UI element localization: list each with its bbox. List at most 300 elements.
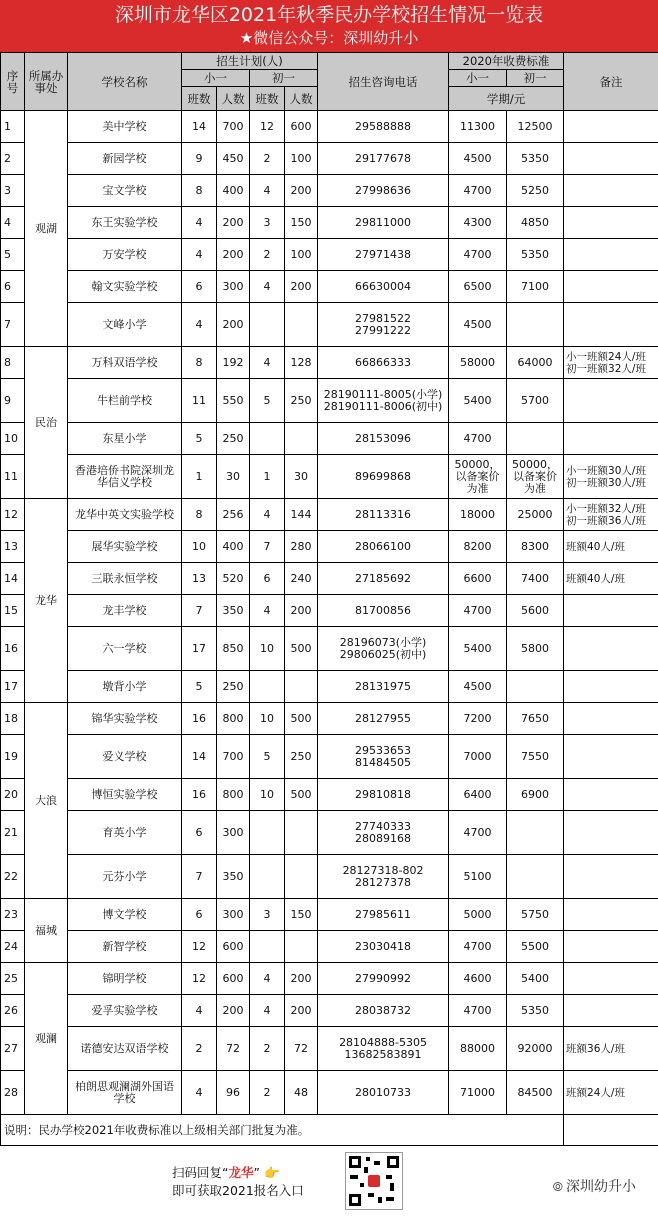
district-name: 福城 (25, 899, 68, 963)
table-row (1, 239, 658, 271)
row-number: 2 (1, 143, 25, 175)
primary-students: 200 (217, 239, 250, 271)
table-body (1, 111, 658, 1115)
phone: 29177678 (318, 143, 449, 175)
junior-students: 280 (285, 531, 318, 563)
fee-junior: 12500 (507, 111, 564, 143)
row-number: 5 (1, 239, 25, 271)
primary-classes: 6 (182, 899, 217, 931)
primary-classes: 4 (182, 303, 217, 347)
primary-classes: 4 (182, 239, 217, 271)
junior-classes (250, 303, 285, 347)
primary-classes: 5 (182, 671, 217, 703)
primary-classes: 11 (182, 379, 217, 423)
junior-students: 250 (285, 379, 318, 423)
school-name: 锦华实验学校 (68, 703, 182, 735)
footnote: 说明：民办学校2021年收费标准以上级相关部门批复为准。 (1, 1115, 564, 1146)
table-row (1, 175, 658, 207)
note (564, 627, 658, 671)
school-name: 爱孚实验学校 (68, 995, 182, 1027)
junior-students: 128 (285, 347, 318, 379)
fee-primary: 4700 (449, 995, 507, 1027)
phone: 28127318-802 28127378 (318, 855, 449, 899)
junior-classes: 5 (250, 735, 285, 779)
junior-classes (250, 931, 285, 963)
primary-classes: 12 (182, 931, 217, 963)
junior-classes: 2 (250, 239, 285, 271)
junior-students: 200 (285, 271, 318, 303)
primary-students: 256 (217, 499, 250, 531)
note (564, 379, 658, 423)
fee-primary: 4700 (449, 239, 507, 271)
junior-classes: 2 (250, 143, 285, 175)
primary-classes: 17 (182, 627, 217, 671)
primary-classes: 7 (182, 595, 217, 627)
junior-students: 100 (285, 239, 318, 271)
school-name: 墩背小学 (68, 671, 182, 703)
primary-students: 200 (217, 995, 250, 1027)
note (564, 671, 658, 703)
primary-students: 250 (217, 671, 250, 703)
junior-students (285, 855, 318, 899)
fee-junior: 5350 (507, 995, 564, 1027)
phone: 28131975 (318, 671, 449, 703)
col-junior-classes: 班数 (250, 87, 285, 111)
fee-primary: 4300 (449, 207, 507, 239)
col-primary-classes: 班数 (182, 87, 217, 111)
junior-students (285, 671, 318, 703)
col-fee: 2020年收费标准 (449, 53, 564, 70)
table-row (1, 671, 658, 703)
junior-classes (250, 855, 285, 899)
col-fee-unit: 学期/元 (449, 87, 564, 111)
school-name: 育英小学 (68, 811, 182, 855)
fee-junior: 92000 (507, 1027, 564, 1071)
primary-students: 700 (217, 735, 250, 779)
table-header (1, 53, 658, 111)
row-number: 16 (1, 627, 25, 671)
junior-students: 240 (285, 563, 318, 595)
junior-students: 500 (285, 703, 318, 735)
junior-students: 200 (285, 595, 318, 627)
footnote-empty-cell (564, 1115, 658, 1146)
junior-students: 72 (285, 1027, 318, 1071)
junior-classes (250, 671, 285, 703)
primary-classes: 10 (182, 531, 217, 563)
note (564, 703, 658, 735)
district-name: 观澜 (25, 963, 68, 1115)
primary-students: 200 (217, 303, 250, 347)
phone: 23030418 (318, 931, 449, 963)
school-name: 诺德安达双语学校 (68, 1027, 182, 1071)
school-name: 展华实验学校 (68, 531, 182, 563)
primary-students: 520 (217, 563, 250, 595)
phone: 81700856 (318, 595, 449, 627)
fee-junior: 7100 (507, 271, 564, 303)
junior-students (285, 303, 318, 347)
school-name: 宝文学校 (68, 175, 182, 207)
fee-junior: 84500 (507, 1071, 564, 1115)
fee-junior: 5500 (507, 931, 564, 963)
note (564, 143, 658, 175)
phone: 27985611 (318, 899, 449, 931)
junior-students: 600 (285, 111, 318, 143)
fee-primary: 4500 (449, 143, 507, 175)
table-row (1, 735, 658, 779)
school-name: 博恒实验学校 (68, 779, 182, 811)
junior-classes: 12 (250, 111, 285, 143)
primary-classes: 1 (182, 455, 217, 499)
school-name: 新园学校 (68, 143, 182, 175)
row-number: 25 (1, 963, 25, 995)
fee-junior: 5400 (507, 963, 564, 995)
junior-classes: 4 (250, 595, 285, 627)
table-row (1, 931, 658, 963)
fee-primary: 6600 (449, 563, 507, 595)
table-row (1, 595, 658, 627)
row-number: 19 (1, 735, 25, 779)
school-name: 六一学校 (68, 627, 182, 671)
junior-classes: 3 (250, 207, 285, 239)
note (564, 271, 658, 303)
school-name: 柏朗思观澜湖外国语学校 (68, 1071, 182, 1115)
table-row (1, 455, 658, 499)
page-header (0, 0, 658, 52)
phone: 28127955 (318, 703, 449, 735)
primary-students: 450 (217, 143, 250, 175)
note (564, 303, 658, 347)
row-number: 4 (1, 207, 25, 239)
fee-junior (507, 671, 564, 703)
junior-students: 500 (285, 779, 318, 811)
primary-classes: 4 (182, 207, 217, 239)
primary-students: 350 (217, 595, 250, 627)
col-plan-junior: 初一 (250, 70, 318, 87)
fee-primary: 6400 (449, 779, 507, 811)
junior-classes: 10 (250, 627, 285, 671)
junior-classes: 4 (250, 995, 285, 1027)
row-number: 14 (1, 563, 25, 595)
fee-junior: 5700 (507, 379, 564, 423)
table-row (1, 779, 658, 811)
fee-primary: 88000 (449, 1027, 507, 1071)
junior-classes (250, 811, 285, 855)
phone: 28038732 (318, 995, 449, 1027)
primary-classes: 4 (182, 1071, 217, 1115)
school-name: 新智学校 (68, 931, 182, 963)
phone: 66630004 (318, 271, 449, 303)
school-name: 龙丰学校 (68, 595, 182, 627)
note: 班额24人/班 (564, 1071, 658, 1115)
phone: 28153096 (318, 423, 449, 455)
primary-classes: 9 (182, 143, 217, 175)
junior-classes: 2 (250, 1027, 285, 1071)
school-name: 爱义学校 (68, 735, 182, 779)
fee-primary: 50000， 以备案价 为准 (449, 455, 507, 499)
fee-junior: 5250 (507, 175, 564, 207)
col-note: 备注 (564, 53, 658, 111)
primary-classes: 7 (182, 855, 217, 899)
wechat-icon: ⦾ (553, 1180, 563, 1195)
phone: 29810818 (318, 779, 449, 811)
junior-classes: 5 (250, 379, 285, 423)
row-number: 21 (1, 811, 25, 855)
fee-junior: 5800 (507, 627, 564, 671)
row-number: 3 (1, 175, 25, 207)
fee-primary: 7200 (449, 703, 507, 735)
row-number: 12 (1, 499, 25, 531)
note (564, 595, 658, 627)
school-name: 文峰小学 (68, 303, 182, 347)
col-seq: 序 号 (1, 53, 25, 111)
table-row (1, 303, 658, 347)
note (564, 931, 658, 963)
junior-classes: 10 (250, 703, 285, 735)
district-name: 大浪 (25, 703, 68, 899)
primary-classes: 8 (182, 175, 217, 207)
promo-keyword: 龙华 (228, 1165, 253, 1180)
row-number: 9 (1, 379, 25, 423)
page-subtitle: ★微信公众号：深圳幼升小 (0, 27, 658, 49)
fee-primary: 4500 (449, 303, 507, 347)
junior-students (285, 931, 318, 963)
junior-classes: 3 (250, 899, 285, 931)
note: 小一班额30人/班 初一班额30人/班 (564, 455, 658, 499)
junior-students (285, 423, 318, 455)
phone: 28196073(小学) 29806025(初中) (318, 627, 449, 671)
school-name: 万科双语学校 (68, 347, 182, 379)
junior-students: 30 (285, 455, 318, 499)
junior-students: 200 (285, 963, 318, 995)
row-number: 10 (1, 423, 25, 455)
phone: 28066100 (318, 531, 449, 563)
table-row (1, 1071, 658, 1115)
junior-students: 200 (285, 995, 318, 1027)
primary-classes: 4 (182, 995, 217, 1027)
phone: 27740333 28089168 (318, 811, 449, 855)
table-row (1, 207, 658, 239)
table-row (1, 379, 658, 423)
fee-primary: 5100 (449, 855, 507, 899)
junior-students: 48 (285, 1071, 318, 1115)
fee-junior (507, 811, 564, 855)
note: 班额36人/班 (564, 1027, 658, 1071)
district-name: 民治 (25, 347, 68, 499)
fee-primary: 4700 (449, 931, 507, 963)
table-row (1, 963, 658, 995)
primary-students: 700 (217, 111, 250, 143)
school-name: 美中学校 (68, 111, 182, 143)
row-number: 1 (1, 111, 25, 143)
note (564, 995, 658, 1027)
primary-students: 250 (217, 423, 250, 455)
col-primary-students: 人数 (217, 87, 250, 111)
primary-classes: 8 (182, 347, 217, 379)
school-name: 香港培侨书院深圳龙华信义学校 (68, 455, 182, 499)
primary-students: 400 (217, 175, 250, 207)
primary-students: 850 (217, 627, 250, 671)
row-number: 13 (1, 531, 25, 563)
primary-classes: 14 (182, 111, 217, 143)
phone: 27998636 (318, 175, 449, 207)
primary-students: 400 (217, 531, 250, 563)
fee-junior (507, 855, 564, 899)
primary-students: 300 (217, 811, 250, 855)
junior-students: 250 (285, 735, 318, 779)
note: 小一班额24人/班 初一班额32人/班 (564, 347, 658, 379)
row-number: 27 (1, 1027, 25, 1071)
enrollment-table (0, 52, 658, 1146)
fee-junior: 5350 (507, 143, 564, 175)
primary-students: 800 (217, 779, 250, 811)
note: 班额40人/班 (564, 531, 658, 563)
table-row (1, 499, 658, 531)
junior-students: 100 (285, 143, 318, 175)
table-row (1, 531, 658, 563)
primary-classes: 13 (182, 563, 217, 595)
row-number: 15 (1, 595, 25, 627)
fee-junior: 5750 (507, 899, 564, 931)
fee-primary: 5000 (449, 899, 507, 931)
junior-students: 200 (285, 175, 318, 207)
junior-classes (250, 423, 285, 455)
row-number: 28 (1, 1071, 25, 1115)
primary-students: 96 (217, 1071, 250, 1115)
col-junior-students: 人数 (285, 87, 318, 111)
table-row (1, 899, 658, 931)
primary-students: 300 (217, 899, 250, 931)
note (564, 175, 658, 207)
table-row (1, 1027, 658, 1071)
row-number: 8 (1, 347, 25, 379)
primary-classes: 16 (182, 703, 217, 735)
primary-classes: 6 (182, 811, 217, 855)
school-name: 万安学校 (68, 239, 182, 271)
fee-junior: 7650 (507, 703, 564, 735)
junior-classes: 4 (250, 175, 285, 207)
primary-students: 300 (217, 271, 250, 303)
phone: 28104888-5305 13682583891 (318, 1027, 449, 1071)
note (564, 811, 658, 855)
footnote-row (1, 1115, 658, 1146)
primary-classes: 14 (182, 735, 217, 779)
note (564, 207, 658, 239)
primary-students: 600 (217, 963, 250, 995)
fee-primary: 4700 (449, 811, 507, 855)
note (564, 239, 658, 271)
promo-text (172, 1164, 304, 1200)
fee-primary: 4500 (449, 671, 507, 703)
school-name: 元芬小学 (68, 855, 182, 899)
phone: 29588888 (318, 111, 449, 143)
fee-primary: 5400 (449, 379, 507, 423)
note: 班额40人/班 (564, 563, 658, 595)
phone: 28190111-8005(小学) 28190111-8006(初中) (318, 379, 449, 423)
col-school-name: 学校名称 (68, 53, 182, 111)
row-number: 17 (1, 671, 25, 703)
fee-primary: 4700 (449, 175, 507, 207)
table-row (1, 703, 658, 735)
pointing-hand-icon: 👉 (264, 1165, 280, 1180)
fee-primary: 18000 (449, 499, 507, 531)
col-phone: 招生咨询电话 (318, 53, 449, 111)
row-number: 26 (1, 995, 25, 1027)
school-name: 东王实验学校 (68, 207, 182, 239)
fee-junior: 4850 (507, 207, 564, 239)
fee-primary: 4600 (449, 963, 507, 995)
fee-junior: 50000， 以备案价 为准 (507, 455, 564, 499)
phone: 89699868 (318, 455, 449, 499)
table-row (1, 855, 658, 899)
district-name: 龙华 (25, 499, 68, 703)
junior-classes: 10 (250, 779, 285, 811)
junior-classes: 4 (250, 963, 285, 995)
fee-primary: 4700 (449, 595, 507, 627)
school-name: 三联永恒学校 (68, 563, 182, 595)
note (564, 111, 658, 143)
junior-classes: 4 (250, 499, 285, 531)
junior-classes: 4 (250, 271, 285, 303)
junior-students: 500 (285, 627, 318, 671)
primary-classes: 8 (182, 499, 217, 531)
promo-suffix: ” (254, 1165, 260, 1180)
junior-classes: 4 (250, 347, 285, 379)
primary-students: 350 (217, 855, 250, 899)
note (564, 855, 658, 899)
col-fee-junior: 初一 (507, 70, 564, 87)
promo-line2: 即可获取2021报名入口 (172, 1182, 304, 1200)
school-name: 博文学校 (68, 899, 182, 931)
primary-students: 192 (217, 347, 250, 379)
fee-primary: 5400 (449, 627, 507, 671)
note (564, 735, 658, 779)
row-number: 22 (1, 855, 25, 899)
note (564, 963, 658, 995)
phone: 27185692 (318, 563, 449, 595)
note (564, 899, 658, 931)
table-row (1, 143, 658, 175)
table-row (1, 563, 658, 595)
fee-primary: 71000 (449, 1071, 507, 1115)
primary-classes: 5 (182, 423, 217, 455)
primary-classes: 6 (182, 271, 217, 303)
school-name: 东星小学 (68, 423, 182, 455)
row-number: 11 (1, 455, 25, 499)
col-plan-primary: 小一 (182, 70, 250, 87)
row-number: 7 (1, 303, 25, 347)
row-number: 6 (1, 271, 25, 303)
qr-code-icon[interactable] (345, 1152, 403, 1210)
table-row (1, 111, 658, 143)
table-row (1, 995, 658, 1027)
table-row (1, 627, 658, 671)
phone: 28113316 (318, 499, 449, 531)
fee-junior: 5600 (507, 595, 564, 627)
fee-primary: 4700 (449, 423, 507, 455)
fee-junior (507, 423, 564, 455)
school-name: 龙华中英文实验学校 (68, 499, 182, 531)
col-district: 所属办 事处 (25, 53, 68, 111)
col-fee-primary: 小一 (449, 70, 507, 87)
junior-classes: 6 (250, 563, 285, 595)
brand-label: ⦾ 深圳幼升小 (553, 1176, 636, 1196)
primary-students: 550 (217, 379, 250, 423)
page-title: 深圳市龙华区2021年秋季民办学校招生情况一览表 (0, 3, 658, 27)
fee-junior: 7550 (507, 735, 564, 779)
junior-students: 150 (285, 207, 318, 239)
fee-junior: 5350 (507, 239, 564, 271)
fee-junior (507, 303, 564, 347)
